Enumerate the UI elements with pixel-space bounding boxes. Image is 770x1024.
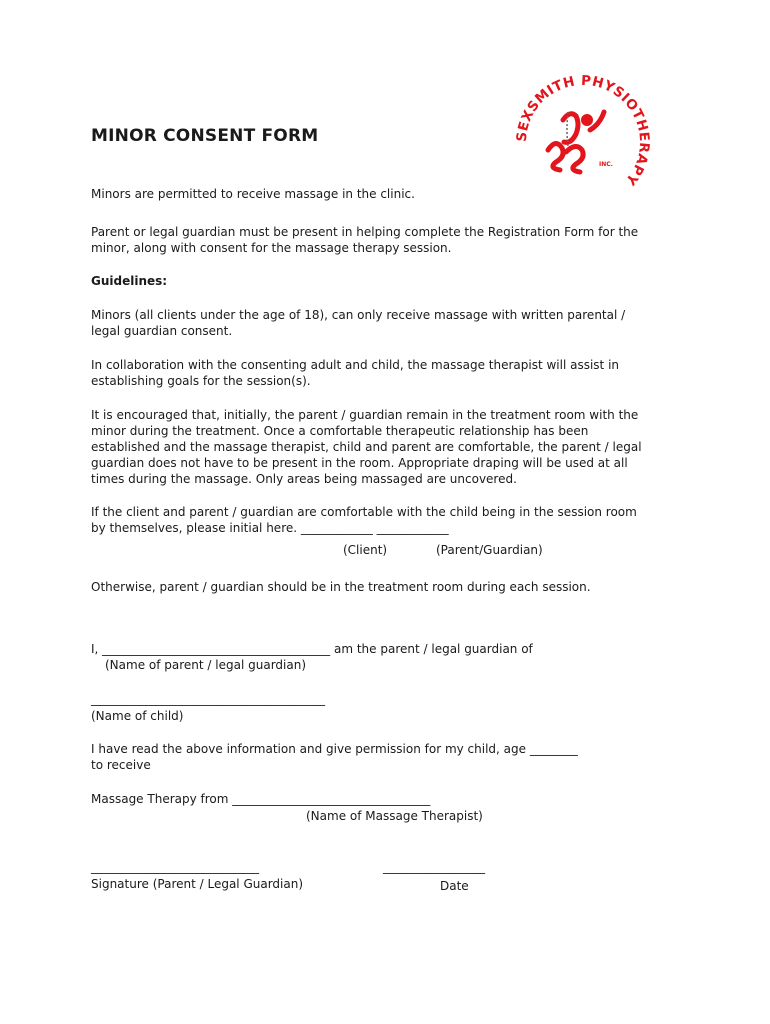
minors-line-1: Minors (all clients under the age of 18), can only receive massage with written parental / — [91, 308, 626, 322]
child-name-label: (Name of child) — [91, 709, 184, 723]
collaboration-line-1: In collaboration with the consenting adult and child, the massage therapist will assist in — [91, 358, 620, 372]
collaboration-line-2: establishing goals for the session(s). — [91, 374, 311, 388]
logo-suffix: INC. — [599, 161, 613, 168]
minors-line-2: legal guardian consent. — [91, 324, 233, 338]
logo-figure-leg-right — [566, 146, 583, 172]
encouraged-line-3: established and the massage therapist, child and parent are comfortable, the parent / legal — [91, 440, 642, 454]
date-label: Date — [440, 879, 469, 893]
therapist-name-field-line[interactable]: Massage Therapy from _________________________________ — [91, 792, 431, 806]
guidelines-heading: Guidelines: — [91, 274, 168, 288]
otherwise-paragraph: Otherwise, parent / guardian should be in the treatment room during each session. — [91, 580, 591, 594]
encouraged-line-2: minor during the treatment. Once a comfortable therapeutic relationship has been — [91, 424, 589, 438]
guardian-name-field-line[interactable]: I, ______________________________________ am the parent / legal guardian of — [91, 642, 533, 656]
child-name-field[interactable]: _______________________________________ — [91, 692, 325, 706]
logo-figure-leg-left — [548, 143, 563, 170]
client-initial-label: (Client) — [343, 543, 388, 557]
parent-present-line-1: Parent or legal guardian must be present in helping complete the Registration Form for the — [91, 225, 639, 239]
guardian-name-label: (Name of parent / legal guardian) — [105, 658, 307, 672]
encouraged-line-5: times during the massage. Only areas being massaged are uncovered. — [91, 472, 517, 486]
date-field[interactable]: _________________ — [383, 860, 485, 874]
logo-figure-spine — [567, 112, 568, 146]
parent-present-line-2: minor, along with consent for the massage therapy session. — [91, 241, 452, 255]
parent-initial-label: (Parent/Guardian) — [436, 543, 543, 557]
signature-label: Signature (Parent / Legal Guardian) — [91, 877, 304, 891]
permission-line-2: to receive — [91, 758, 151, 772]
encouraged-line-4: guardian does not have to be present in the room. Appropriate draping will be used at all — [91, 456, 628, 470]
initial-line-1: If the client and parent / guardian are comfortable with the child being in the session room — [91, 505, 637, 519]
therapist-name-label: (Name of Massage Therapist) — [306, 809, 483, 823]
permitted-paragraph: Minors are permitted to receive massage in the clinic. — [91, 187, 415, 201]
page-title: MINOR CONSENT FORM — [91, 126, 319, 146]
logo-name: SEXSMITH PHYSIOTHERAPY — [513, 72, 653, 189]
initial-fields-line[interactable]: by themselves, please initial here. ____________ ____________ — [91, 521, 449, 535]
permission-age-field-line[interactable]: I have read the above information and give permission for my child, age ________ — [91, 742, 578, 756]
sexsmith-physiotherapy-logo — [508, 72, 658, 202]
encouraged-line-1: It is encouraged that, initially, the parent / guardian remain in the treatment room with the — [91, 408, 639, 422]
logo-figure-arm-left — [563, 114, 578, 143]
logo-figure-head — [581, 114, 593, 126]
signature-field[interactable]: ____________________________ — [91, 860, 259, 874]
